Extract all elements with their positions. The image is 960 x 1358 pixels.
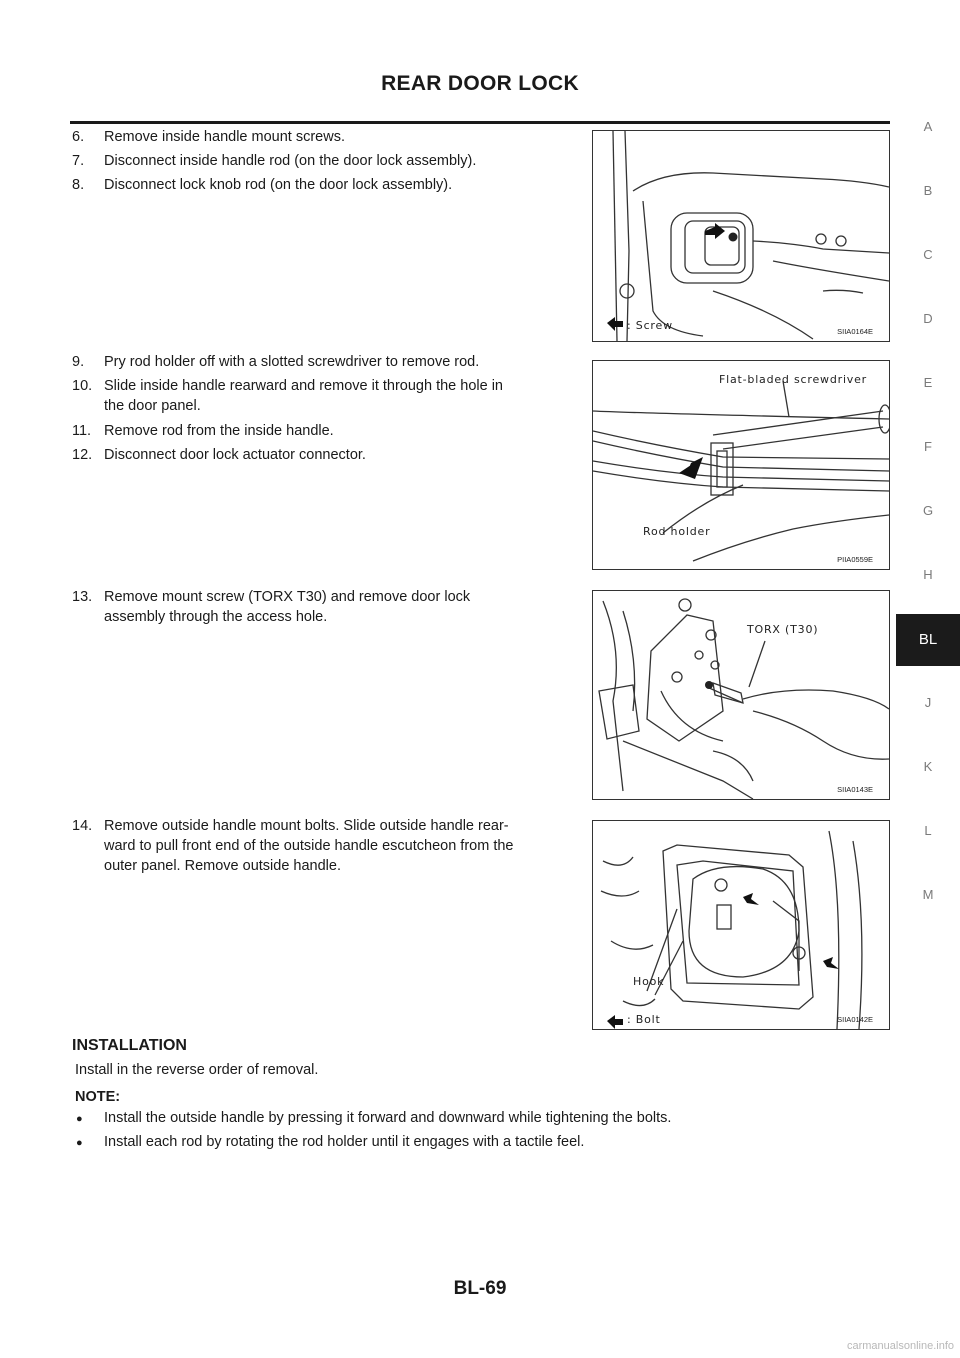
door-lock-illustration [593,591,889,799]
index-tab-j[interactable]: J [924,695,932,710]
step-text: Remove inside handle mount screws. [104,129,345,145]
page-title: REAR DOOR LOCK [381,72,579,95]
note-item [76,1134,584,1150]
index-tab-f[interactable]: F [924,439,932,454]
installation-text: Install in the reverse order of removal. [75,1062,319,1078]
outside-handle-illustration [593,821,889,1029]
step-12 [72,445,584,465]
step-text: Disconnect lock knob rod (on the door lock assembly). [104,177,453,193]
figure-label-tool: TORX (T30) [747,623,819,636]
figure-inside-handle-screws [592,130,890,342]
index-tab-h[interactable]: H [923,567,933,582]
inside-handle-illustration [593,131,889,341]
step-8 [72,175,584,195]
arrow-icon [705,223,725,239]
figure-code: SIIA0142E [837,1015,873,1024]
index-tab-l[interactable]: L [924,823,932,838]
step-number: 14. [72,818,93,834]
watermark: carmanualsonline.info [846,1340,954,1352]
index-tab-k[interactable]: K [923,759,933,774]
section-heading: INSTALLATION [72,1037,187,1054]
index-tab-bl-active[interactable]: BL [896,614,960,666]
step-text: Pry rod holder off with a slotted screwdriver to remove rod. [104,354,480,370]
index-tab-m[interactable]: M [922,887,934,902]
index-tab-a[interactable]: A [923,119,933,134]
bolt-arrow-icon [607,1015,623,1029]
index-tab-g[interactable]: G [922,503,934,518]
figure-outside-handle-bolts [592,820,890,1030]
figure-legend: : Bolt [627,1013,661,1026]
figure-code: PIIA0559E [837,555,873,564]
step-7 [72,151,584,171]
figure-torx-screw [592,590,890,800]
step-number: 13. [72,589,93,605]
figure-code: SIIA0164E [837,327,873,336]
step-13 [72,587,584,627]
step-text: Remove outside handle mount bolts. Slide outside handle rear- [104,818,509,834]
step-text-continued: outer panel. Remove outside handle. [104,858,341,874]
note-label: NOTE: [75,1089,121,1105]
note-item [76,1110,671,1126]
figure-label-part: Rod holder [643,525,711,538]
note-text: Install each rod by rotating the rod holder until it engages with a tactile feel. [104,1134,585,1150]
arrow-icon [823,957,839,969]
rod-holder-illustration [593,361,889,569]
step-number: 6. [72,129,85,145]
step-text-continued: the door panel. [104,398,201,414]
screw-arrow-icon [607,317,623,331]
step-number: 8. [72,177,85,193]
index-tab-d[interactable]: D [923,311,933,326]
step-text: Disconnect door lock actuator connector. [104,447,366,463]
step-text-continued: assembly through the access hole. [104,609,328,625]
bullet-icon: ● [76,1113,83,1125]
index-tab-c[interactable]: C [923,247,933,262]
index-tab-b[interactable]: B [923,183,933,198]
step-11 [72,421,584,441]
step-6 [72,127,584,147]
step-text: Slide inside handle rearward and remove it through the hole in [104,378,503,394]
step-text: Remove rod from the inside handle. [104,423,334,439]
page-number: BL-69 [453,1278,507,1299]
step-text: Disconnect inside handle rod (on the door lock assembly). [104,153,477,169]
index-tab-e[interactable]: E [923,375,933,390]
step-number: 12. [72,447,93,463]
step-10 [72,376,584,416]
step-9 [72,352,584,372]
step-text-continued: ward to pull front end of the outside handle escutcheon from the [104,838,514,854]
arrow-icon [743,893,759,905]
step-text: Remove mount screw (TORX T30) and remove door lock [104,589,471,605]
figure-label-tool: Flat-bladed screwdriver [719,373,867,386]
step-number: 11. [72,423,92,439]
figure-code: SIIA0143E [837,785,873,794]
bullet-icon: ● [76,1137,83,1149]
note-text: Install the outside handle by pressing it forward and downward while tightening the bolts. [104,1110,672,1126]
figure-legend: : Screw [627,319,673,332]
step-number: 7. [72,153,85,169]
step-number: 9. [72,354,85,370]
step-number: 10. [72,378,93,394]
figure-label-part: Hook [633,975,665,988]
figure-rod-holder [592,360,890,570]
step-14 [72,816,584,876]
title-divider [70,121,890,124]
